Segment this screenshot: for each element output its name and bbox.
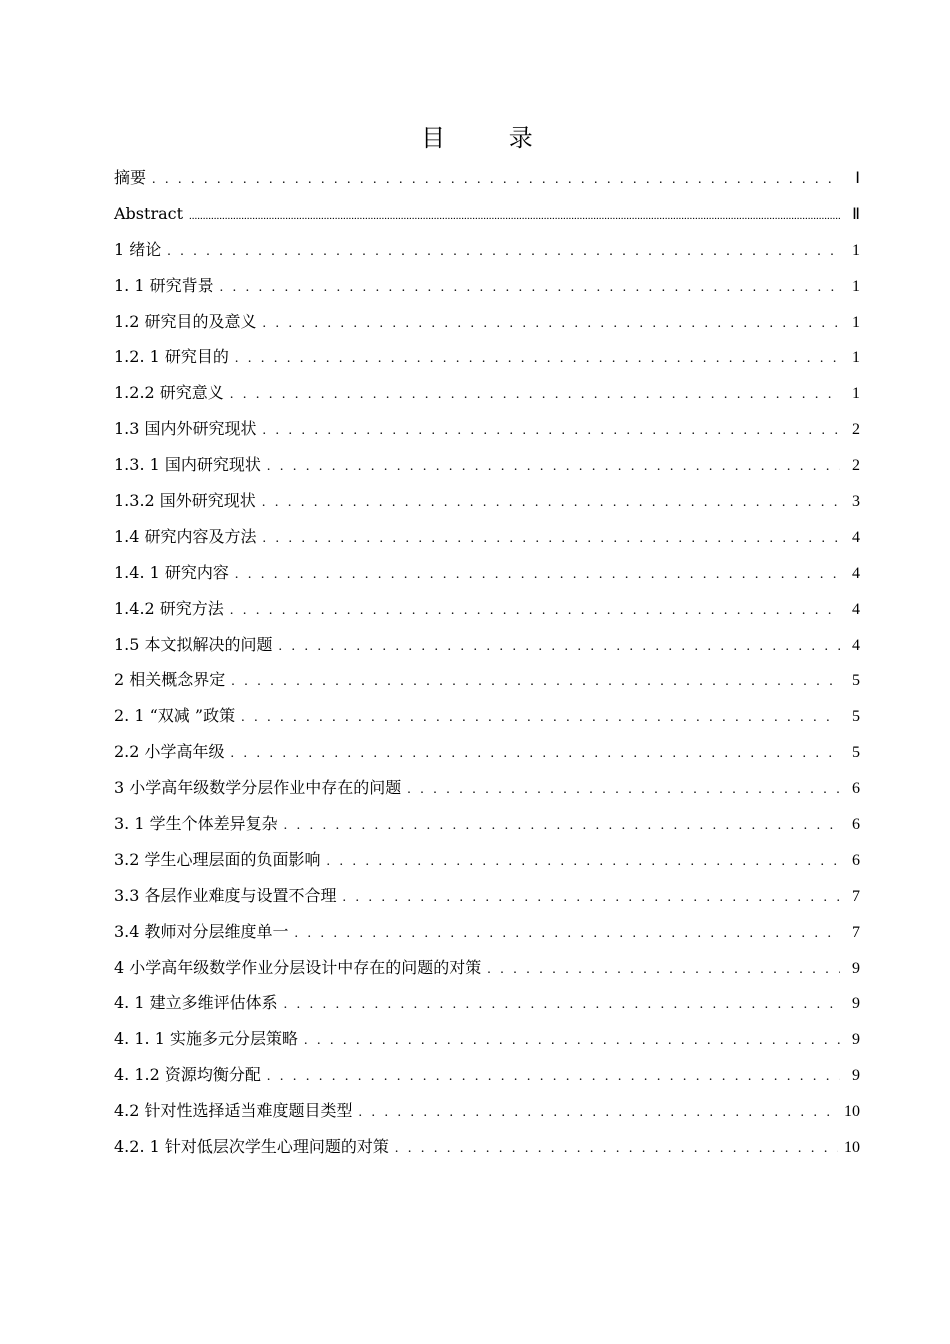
toc-dot-leader — [167, 234, 840, 270]
toc-dot-leader — [343, 880, 840, 916]
toc-entry[interactable] — [114, 842, 860, 878]
toc-entry-page-number: 9 — [852, 995, 860, 1013]
toc-entry-label: Abstract — [114, 203, 184, 223]
toc-entry-label: 3.2 学生心理层面的负面影响 — [114, 849, 321, 869]
toc-dot-leader — [220, 270, 840, 306]
toc-entry-label: 2. 1 “双减 ”政策 — [114, 706, 236, 726]
toc-entry-label: 4. 1.2 资源均衡分配 — [114, 1065, 261, 1085]
toc-dot-leader — [284, 987, 840, 1023]
toc-entry-page-number: 1 — [852, 385, 860, 403]
toc-entry[interactable] — [114, 914, 860, 950]
toc-entry-label: 4. 1 建立多维评估体系 — [114, 993, 278, 1013]
toc-entry-label: 1.4 研究内容及方法 — [114, 526, 257, 546]
toc-entry-label: 3.3 各层作业难度与设置不合理 — [114, 885, 337, 905]
toc-dot-leader — [262, 485, 840, 521]
toc-entry-label: 1.2.2 研究意义 — [114, 383, 224, 403]
toc-entry-page-number: 1 — [852, 241, 860, 259]
toc-entry[interactable] — [114, 950, 860, 986]
toc-dot-leader — [327, 844, 840, 880]
toc-dot-leader — [263, 521, 840, 557]
toc-dot-leader — [189, 199, 840, 235]
toc-entry[interactable] — [114, 1057, 860, 1093]
toc-entry-page-number: 7 — [852, 923, 860, 941]
toc-entry[interactable] — [114, 447, 860, 483]
toc-entry-page-number: 3 — [852, 493, 860, 511]
toc-entry[interactable] — [114, 232, 860, 268]
toc-entry-page-number: 6 — [852, 816, 860, 834]
toc-entry-label: 4.2. 1 针对低层次学生心理问题的对策 — [114, 1137, 389, 1157]
toc-dot-leader — [267, 449, 840, 485]
toc-entry-page-number: 4 — [852, 600, 860, 618]
toc-entry-page-number: Ⅱ — [852, 205, 860, 223]
toc-entry-label: 1.4.2 研究方法 — [114, 598, 224, 618]
toc-entry[interactable] — [114, 411, 860, 447]
toc-entry-page-number: 9 — [852, 1067, 860, 1085]
toc-entry[interactable] — [114, 160, 860, 196]
toc-dot-leader — [284, 808, 840, 844]
toc-entry-page-number: 10 — [844, 1139, 860, 1157]
toc-entry-page-number: 1 — [852, 313, 860, 331]
toc-entry-label: 1.3 国内外研究现状 — [114, 419, 257, 439]
toc-entry-page-number: 5 — [852, 672, 860, 690]
toc-dot-leader — [231, 736, 840, 772]
toc-entry-page-number: 2 — [852, 421, 860, 439]
toc-entry-label: 1.3.2 国外研究现状 — [114, 491, 256, 511]
toc-entry-page-number: 2 — [852, 457, 860, 475]
toc-dot-leader — [267, 1059, 840, 1095]
toc-dot-leader — [487, 952, 840, 988]
toc-dot-leader — [407, 772, 840, 808]
toc-entry-page-number: 1 — [852, 349, 860, 367]
toc-entry-label: 4. 1. 1 实施多元分层策略 — [114, 1029, 298, 1049]
toc-dot-leader — [359, 1095, 838, 1131]
toc-entry-page-number: 1 — [852, 277, 860, 295]
toc-dot-leader — [230, 377, 840, 413]
toc-entry-label: 3. 1 学生个体差异复杂 — [114, 814, 278, 834]
toc-entry-label: 4 小学高年级数学作业分层设计中存在的问题的对策 — [114, 957, 482, 977]
toc-entry-page-number: 5 — [852, 708, 860, 726]
toc-entry[interactable] — [114, 339, 860, 375]
toc-title: 目 录 — [421, 124, 561, 152]
toc-entry-page-number: 4 — [852, 528, 860, 546]
toc-dot-leader — [304, 1023, 840, 1059]
toc-entry-page-number: 6 — [852, 851, 860, 869]
toc-entry[interactable] — [114, 268, 860, 304]
toc-entry-page-number: 7 — [852, 887, 860, 905]
toc-entry[interactable] — [114, 519, 860, 555]
toc-entry[interactable] — [114, 878, 860, 914]
toc-list — [114, 160, 860, 1165]
toc-entry[interactable] — [114, 591, 860, 627]
toc-entry[interactable] — [114, 985, 860, 1021]
toc-entry-page-number: 9 — [852, 1031, 860, 1049]
toc-entry[interactable] — [114, 1129, 860, 1165]
toc-dot-leader — [230, 593, 840, 629]
toc-entry[interactable] — [114, 627, 860, 663]
toc-entry-page-number: 6 — [852, 780, 860, 798]
toc-dot-leader — [235, 341, 840, 377]
toc-entry-label: 1.3. 1 国内研究现状 — [114, 455, 261, 475]
toc-entry[interactable] — [114, 555, 860, 591]
toc-dot-leader — [241, 700, 840, 736]
toc-entry-page-number: 4 — [852, 636, 860, 654]
toc-entry-label: 2.2 小学高年级 — [114, 742, 225, 762]
toc-entry-label: 1.2. 1 研究目的 — [114, 347, 229, 367]
toc-entry[interactable] — [114, 1093, 860, 1129]
toc-dot-leader — [235, 557, 840, 593]
toc-dot-leader — [263, 306, 840, 342]
toc-entry[interactable] — [114, 196, 860, 232]
toc-entry[interactable] — [114, 1021, 860, 1057]
toc-entry-label: 1. 1 研究背景 — [114, 275, 214, 295]
toc-dot-leader — [152, 162, 840, 198]
toc-entry-label: 摘要 — [114, 168, 147, 187]
toc-entry[interactable] — [114, 304, 860, 340]
toc-entry[interactable] — [114, 770, 860, 806]
toc-entry[interactable] — [114, 806, 860, 842]
toc-entry-label: 3.4 教师对分层维度单一 — [114, 921, 289, 941]
toc-entry-page-number: 4 — [852, 564, 860, 582]
toc-entry-label: 1.4. 1 研究内容 — [114, 562, 229, 582]
toc-entry-page-number: 5 — [852, 744, 860, 762]
toc-dot-leader — [231, 664, 840, 700]
toc-entry[interactable] — [114, 698, 860, 734]
toc-dot-leader — [295, 916, 840, 952]
toc-dot-leader — [263, 413, 840, 449]
toc-entry[interactable] — [114, 483, 860, 519]
toc-entry-page-number: Ⅰ — [855, 170, 860, 187]
toc-dot-leader — [395, 1131, 838, 1167]
toc-entry-label: 1.5 本文拟解决的问题 — [114, 634, 273, 654]
toc-entry-label: 2 相关概念界定 — [114, 670, 226, 690]
toc-entry-page-number: 9 — [852, 959, 860, 977]
toc-entry[interactable] — [114, 375, 860, 411]
toc-entry-label: 1 绪论 — [114, 239, 162, 259]
toc-entry-label: 4.2 针对性选择适当难度题目类型 — [114, 1101, 353, 1121]
toc-entry[interactable] — [114, 734, 860, 770]
toc-dot-leader — [279, 629, 840, 665]
toc-entry-label: 3 小学高年级数学分层作业中存在的问题 — [114, 778, 402, 798]
toc-entry-page-number: 10 — [844, 1103, 860, 1121]
toc-entry-label: 1.2 研究目的及意义 — [114, 311, 257, 331]
toc-entry[interactable] — [114, 662, 860, 698]
